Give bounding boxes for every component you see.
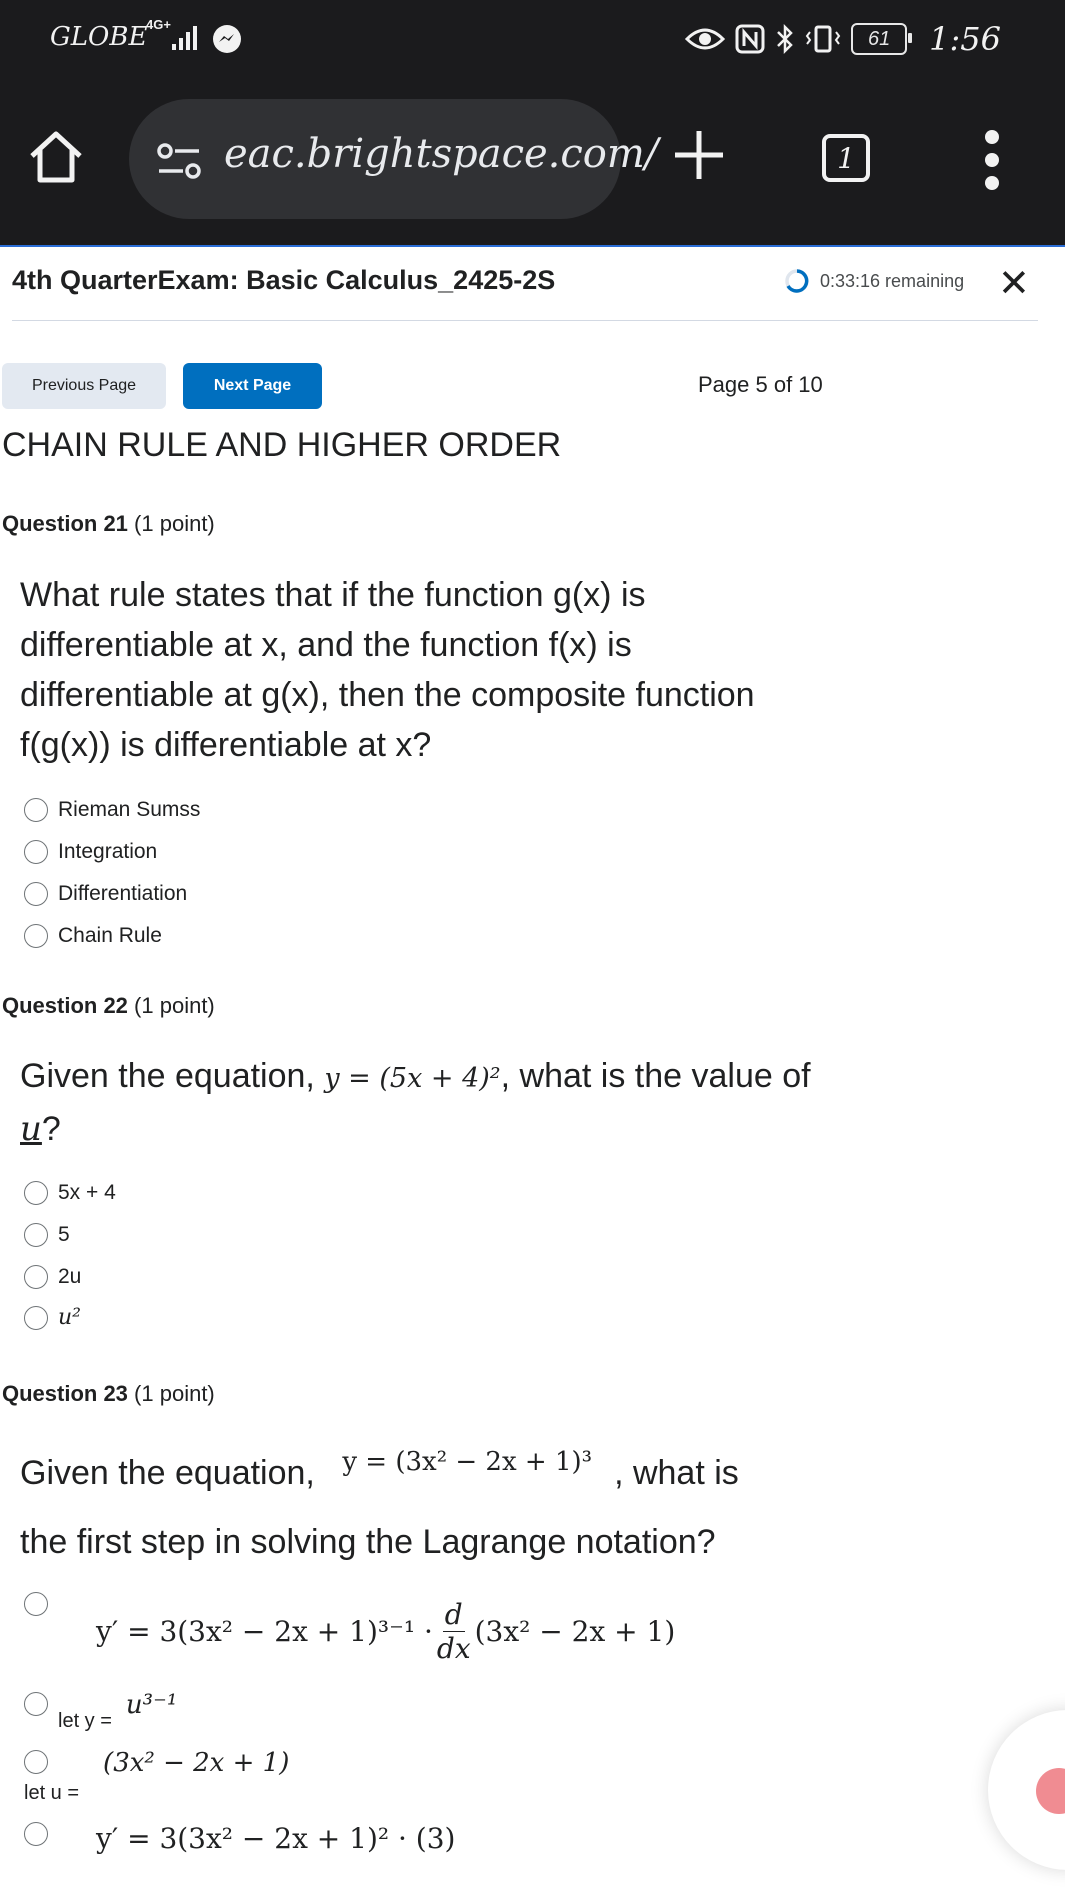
- question-22-text: Given the equation, y = (5x + 4)², what is the value of u?: [20, 1057, 811, 1149]
- q22-option[interactable]: [24, 1181, 116, 1205]
- network-type: 4G+: [146, 17, 171, 32]
- q22-option[interactable]: [24, 1223, 70, 1247]
- section-title: CHAIN RULE AND HIGHER ORDER: [2, 426, 562, 464]
- time-remaining: 0:33:16 remaining: [820, 270, 965, 291]
- timer: [784, 268, 964, 294]
- q21-option[interactable]: [24, 882, 187, 906]
- option-label: Differentiation: [58, 882, 188, 905]
- timer-progress-icon: [784, 268, 810, 294]
- question-21-header: [2, 511, 215, 537]
- status-bar: [0, 0, 1065, 80]
- option-label: Rieman Sumss: [58, 798, 201, 821]
- question-points: (1 point): [134, 1381, 215, 1406]
- radio-button[interactable]: [24, 1750, 48, 1774]
- q21-option[interactable]: [24, 924, 162, 948]
- floating-action-button[interactable]: [988, 1710, 1065, 1870]
- radio-button[interactable]: [24, 840, 48, 864]
- question-23-header: [2, 1381, 215, 1407]
- browser-chrome: [0, 0, 1065, 245]
- radio-button[interactable]: [24, 1822, 48, 1846]
- radio-button[interactable]: [24, 1306, 48, 1330]
- option-label: y′ = 3(3x² − 2x + 1)² · (3): [96, 1822, 456, 1855]
- radio-button[interactable]: [24, 798, 48, 822]
- q21-option[interactable]: [24, 840, 157, 864]
- radio-button[interactable]: [24, 1223, 48, 1247]
- nfc-icon: [735, 24, 765, 54]
- option-label: 5x + 4: [58, 1181, 116, 1204]
- option-label: y′ = 3(3x² − 2x + 1)³⁻¹ · $\frac{d}{dx}$ (3x² − 2x + 1): [96, 1598, 676, 1665]
- previous-page-button[interactable]: Previous Page: [2, 363, 166, 409]
- close-icon[interactable]: ✕: [998, 263, 1030, 305]
- q22-option[interactable]: [24, 1305, 81, 1330]
- radio-button[interactable]: [24, 1592, 48, 1616]
- radio-button[interactable]: [24, 1692, 48, 1716]
- status-icons: [685, 20, 1001, 58]
- question-number: Question 23: [2, 1381, 128, 1406]
- question-points: (1 point): [134, 993, 215, 1018]
- option-label: 2u: [58, 1265, 82, 1288]
- q22-option[interactable]: [24, 1265, 81, 1289]
- derivative-fraction: $\frac{d}{dx}$: [436, 1598, 471, 1665]
- option-math: u³⁻¹: [125, 1690, 178, 1720]
- q23-option[interactable]: [24, 1748, 289, 1805]
- option-math: (3x² − 2x + 1): [103, 1748, 290, 1778]
- question-22-header: [2, 993, 215, 1019]
- header-divider: [12, 320, 1038, 321]
- carrier-name: GLOBE: [50, 22, 148, 52]
- address-bar[interactable]: [129, 99, 659, 219]
- question-23-text: Given the equation, $^{y = (3x^2 - 2x + 1)^3}$ , what is the first step in solving the Lagrange notation?: [20, 1447, 739, 1561]
- eye-icon: [685, 25, 725, 53]
- battery-icon: 61: [851, 23, 907, 55]
- new-tab-icon[interactable]: [672, 128, 726, 182]
- chrome-divider: [0, 245, 1065, 247]
- more-menu-icon[interactable]: [980, 130, 1004, 190]
- option-prefix: let u =: [24, 1782, 80, 1804]
- q23-option[interactable]: [24, 1590, 675, 1665]
- option-label: u²: [58, 1305, 81, 1330]
- option-prefix: let y =: [58, 1710, 112, 1732]
- url-text[interactable]: eac.brightspace.com/: [224, 131, 659, 177]
- question-number: Question 22: [2, 993, 128, 1018]
- equation: y = (3x² − 2x + 1)³: [342, 1447, 593, 1477]
- vibrate-icon: [805, 24, 841, 54]
- home-icon[interactable]: [28, 128, 84, 184]
- clock: 1:56: [929, 20, 1001, 58]
- radio-button[interactable]: [24, 924, 48, 948]
- exam-title: 4th QuarterExam: Basic Calculus_2425-2S: [12, 265, 556, 295]
- option-label: Chain Rule: [58, 924, 162, 947]
- page-indicator: Page 5 of 10: [698, 372, 823, 397]
- signal-icon: [172, 22, 204, 52]
- question-points: (1 point): [134, 511, 215, 536]
- q21-option[interactable]: [24, 798, 200, 822]
- messenger-icon: [212, 24, 242, 54]
- bluetooth-icon: [775, 23, 795, 55]
- q23-option[interactable]: [24, 1690, 177, 1733]
- radio-button[interactable]: [24, 1265, 48, 1289]
- site-settings-icon[interactable]: [155, 141, 203, 181]
- option-label: 5: [58, 1223, 70, 1246]
- tab-switcher-button[interactable]: 1: [822, 134, 870, 182]
- question-number: Question 21: [2, 511, 128, 536]
- q23-option[interactable]: [24, 1820, 455, 1855]
- radio-button[interactable]: [24, 1181, 48, 1205]
- next-page-button[interactable]: Next Page: [183, 363, 322, 409]
- radio-button[interactable]: [24, 882, 48, 906]
- question-21-text: What rule states that if the function g(x) is differentiable at x, and the function f(x) is differentiable at g(x), then the composite function f(g(x)) is differentiable at x?: [20, 576, 755, 764]
- option-label: Integration: [58, 840, 158, 863]
- expand-icon[interactable]: [1036, 1768, 1065, 1814]
- equation: y = (5x + 4)²: [324, 1063, 501, 1094]
